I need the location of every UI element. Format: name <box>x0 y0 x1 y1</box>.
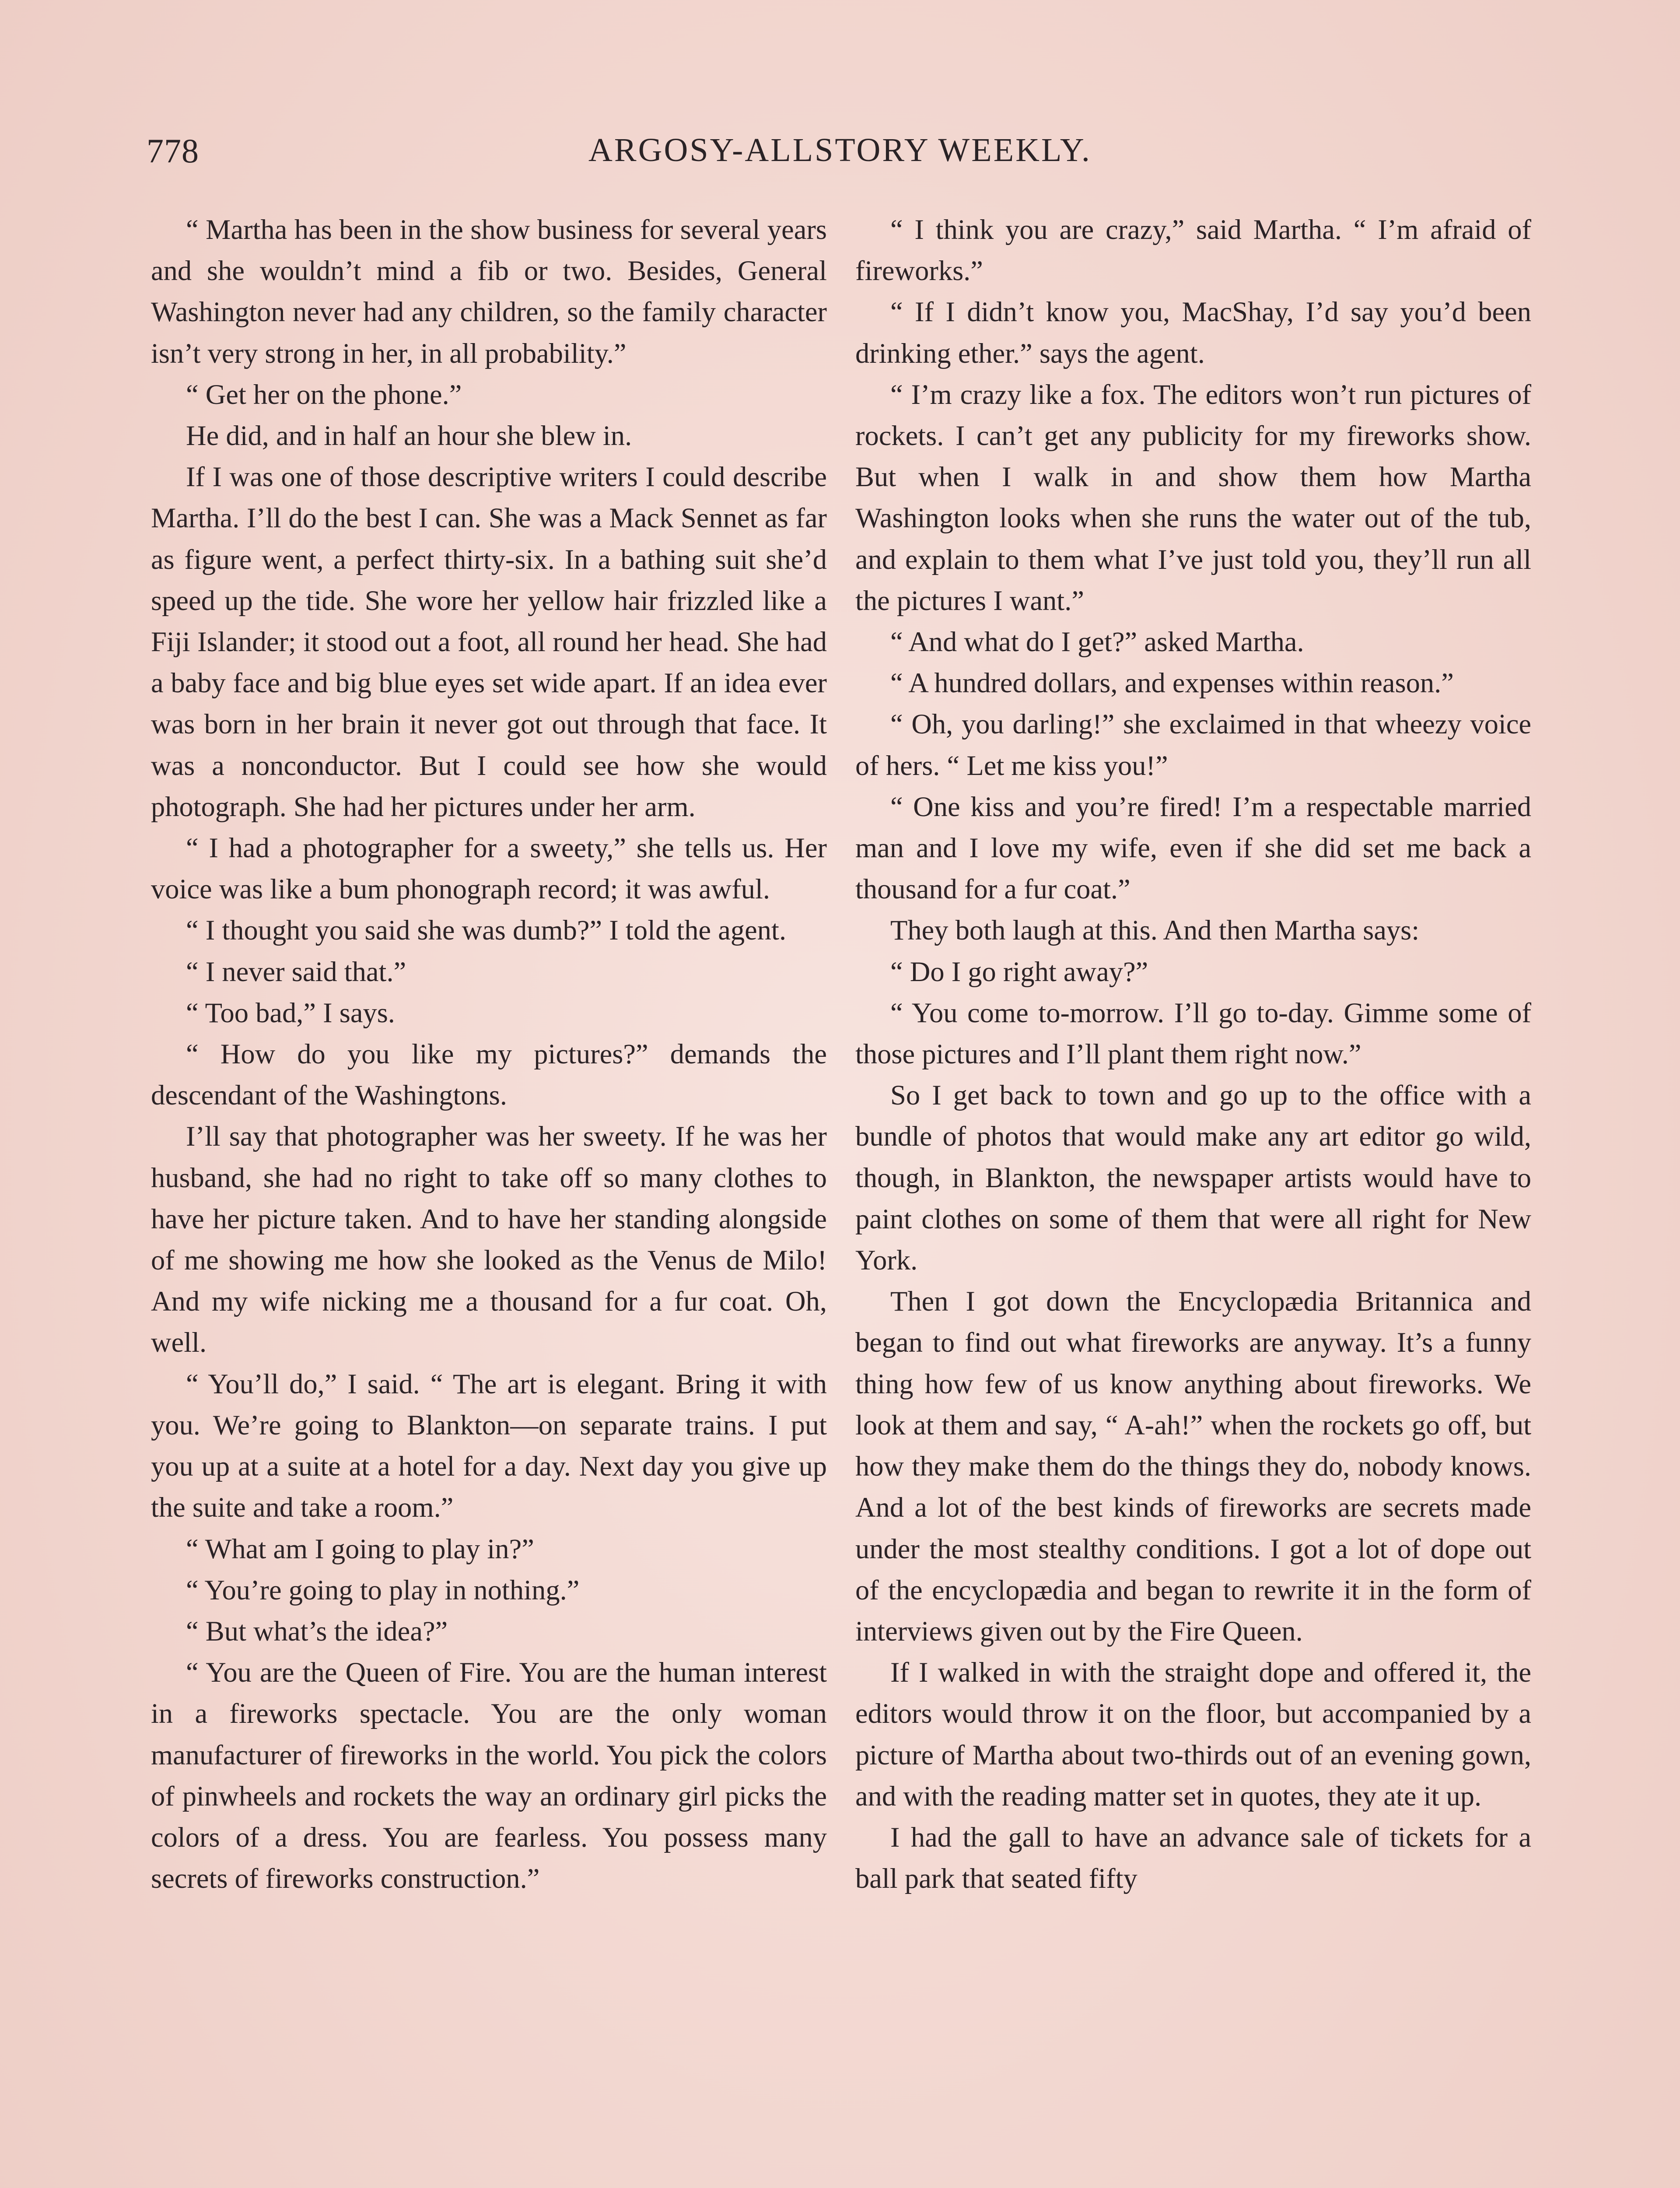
paragraph: “ If I didn’t know you, MacShay, I’d say you’d been drinking ether.” says the agent. <box>855 296 1531 369</box>
paragraph: “ I’m crazy like a fox. The editors won’t run pictures of rockets. I can’t get any publicity for my fireworks show. But when I walk in and show them how Martha Washington looks when she runs the water out of the tub, and explain to them what I’ve just told you, they’ll run all the pictures I want.” <box>855 379 1531 616</box>
paragraph: “ Get her on the phone.” <box>186 379 462 410</box>
paragraph: They both laugh at this. And then Martha says: <box>890 915 1420 946</box>
paragraph: I’ll say that photographer was her sweety. If he was her husband, she had no right to take off so many clothes to have her picture taken. And to have her standing alongside of me showing me how she looked as the Venus de Milo! And my wife nicking me a thousand for a fur coat. Oh, well. <box>151 1121 827 1358</box>
paragraph: “ A hundred dollars, and expenses within reason.” <box>890 667 1454 699</box>
paragraph: If I was one of those descriptive writers I could describe Martha. I’ll do the best I can. She was a Mack Sennet as far as figure went, a perfect thirty-six. In a bathing suit she’d speed up the tide. She wore her yellow hair frizzled like a Fiji Islander; it stood out a foot, all round her head. She had a baby face and big blue eyes set wide apart. If an idea ever was born in her brain it never got out through that face. It was a nonconductor. But I could see how she would photograph. She had her pictures under her arm. <box>151 461 827 822</box>
paragraph: I had the gall to have an advance sale of tickets for a ball park that seated fifty <box>855 1821 1531 1894</box>
paragraph: “ One kiss and you’re fired! I’m a respectable married man and I love my wife, even if she did set me back a thousand for a fur coat.” <box>855 791 1531 905</box>
paragraph: “ But what’s the idea?” <box>186 1615 448 1647</box>
paragraph: “ And what do I get?” asked Martha. <box>890 626 1304 658</box>
paragraph: “ Too bad,” I says. <box>186 997 395 1028</box>
right-text-column <box>855 209 1531 1899</box>
paragraph: “ I thought you said she was dumb?” I told the agent. <box>186 915 787 946</box>
running-title: ARGOSY-ALLSTORY WEEKLY. <box>588 132 1092 168</box>
paragraph: “ How do you like my pictures?” demands the descendant of the Washingtons. <box>151 1038 827 1111</box>
paragraph: So I get back to town and go up to the office with a bundle of photos that would make any art editor go wild, though, in Blankton, the newspaper artists would have to paint clothes on some of them that were all right for New York. <box>855 1080 1531 1276</box>
page-number: 778 <box>147 132 199 170</box>
paragraph: “ I had a photographer for a sweety,” she tells us. Her voice was like a bum phonograph record; it was awful. <box>151 832 827 905</box>
paragraph: He did, and in half an hour she blew in. <box>186 420 632 452</box>
paragraph: “ I think you are crazy,” said Martha. “ I’m afraid of fireworks.” <box>855 214 1531 287</box>
paragraph: “ What am I going to play in?” <box>186 1533 534 1564</box>
paragraph: “ Oh, you darling!” she exclaimed in that wheezy voice of hers. “ Let me kiss you!” <box>855 708 1531 781</box>
paragraph: “ You’re going to play in nothing.” <box>186 1574 580 1606</box>
left-text-column <box>151 209 827 1899</box>
paragraph: “ I never said that.” <box>186 956 406 987</box>
paragraph: “ Do I go right away?” <box>890 956 1148 987</box>
paragraph: Then I got down the Encyclopædia Britannica and began to find out what fireworks are anyway. It’s a funny thing how few of us know anything about fireworks. We look at them and say, “ A-ah!” when the rockets go off, but how they make them do the things they do, nobody knows. And a lot of the best kinds of fireworks are secrets made under the most stealthy conditions. I got a lot of dope out of the encyclopædia and began to rewrite it in the form of interviews given out by the Fire Queen. <box>855 1286 1531 1647</box>
paragraph: “ You are the Queen of Fire. You are the human interest in a fireworks spectacle. You are the only woman manufacturer of fireworks in the world. You pick the colors of pinwheels and rockets the way an ordinary girl picks the colors of a dress. You are fearless. You possess many secrets of fireworks construction.” <box>151 1657 827 1894</box>
paragraph: “ Martha has been in the show business for several years and she wouldn’t mind a fib or two. Besides, General Washington never had any children, so the family character isn’t very strong in her, in all probability.” <box>151 214 827 369</box>
paragraph: “ You’ll do,” I said. “ The art is elegant. Bring it with you. We’re going to Blankton—on separate trains. I put you up at a suite at a hotel for a day. Next day you give up the suite and take a room.” <box>151 1368 827 1523</box>
paragraph: “ You come to-morrow. I’ll go to-day. Gimme some of those pictures and I’ll plant them right now.” <box>855 997 1531 1070</box>
page-header <box>147 131 1533 179</box>
paragraph: If I walked in with the straight dope and offered it, the editors would throw it on the floor, but accompanied by a picture of Martha about two-thirds out of an evening gown, and with the reading matter set in quotes, they ate it up. <box>855 1657 1531 1812</box>
